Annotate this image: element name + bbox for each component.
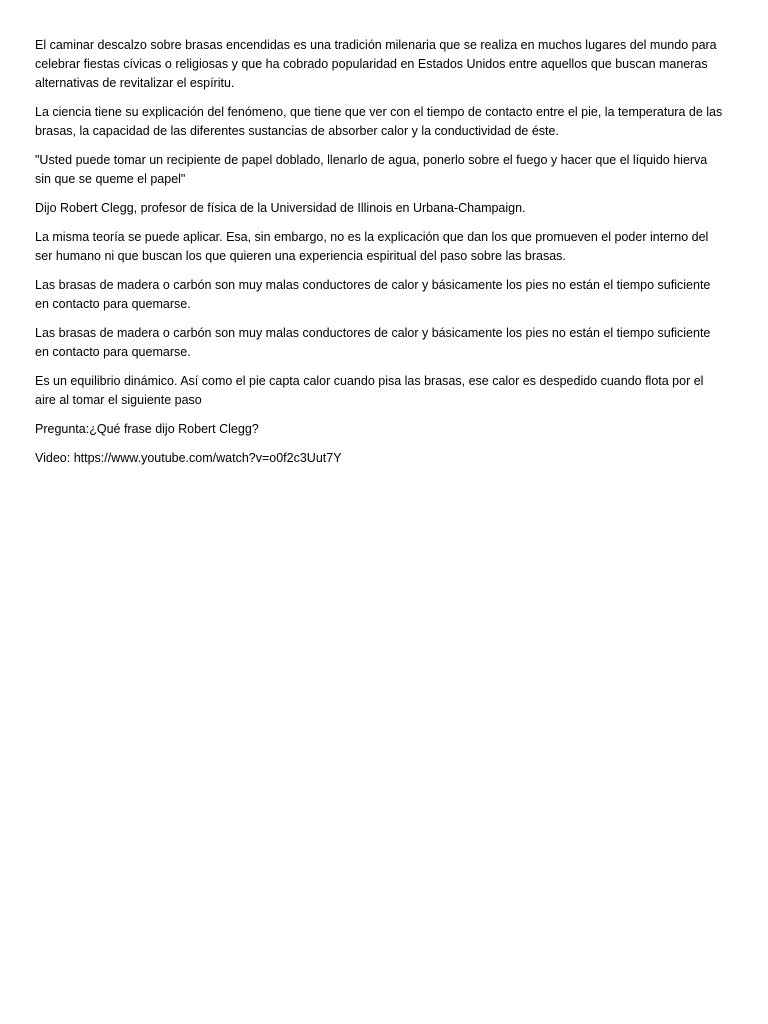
paragraph-intro: El caminar descalzo sobre brasas encendidas es una tradición milenaria que se realiza en muchos lugares del mundo para celebrar fiestas cívicas o religiosas y que ha cobrado popularidad en Estados Unidos entre aquellos que buscan maneras alternativas de revitalizar el espíritu. <box>35 38 717 90</box>
paragraph-quote: "Usted puede tomar un recipiente de papel doblado, llenarlo de agua, ponerlo sobre el fuego y hacer que el líquido hierva sin que se queme el papel" <box>35 153 708 186</box>
paragraph-science: La ciencia tiene su explicación del fenómeno, que tiene que ver con el tiempo de contacto entre el pie, la temperatura de las brasas, la capacidad de las diferentes sustancias de absorber calor y la conductividad de éste. <box>35 105 723 138</box>
paragraph-equilibrium: Es un equilibrio dinámico. Así como el pie capta calor cuando pisa las brasas, ese calor es despedido cuando flota por el aire al tomar el siguiente paso <box>35 374 704 407</box>
document-page <box>35 36 725 478</box>
paragraph-attribution: Dijo Robert Clegg, profesor de física de la Universidad de Illinois en Urbana-Champaign. <box>35 201 526 215</box>
video-link-line: Video: https://www.youtube.com/watch?v=o0f2c3Uut7Y <box>35 451 342 465</box>
paragraph-conductors: Las brasas de madera o carbón son muy malas conductores de calor y básicamente los pies no están el tiempo suficiente en contacto para quemarse. <box>35 278 711 311</box>
question-line: Pregunta:¿Qué frase dijo Robert Clegg? <box>35 422 259 436</box>
paragraph-conductors-repeat: Las brasas de madera o carbón son muy malas conductores de calor y básicamente los pies no están el tiempo suficiente en contacto para quemarse. <box>35 326 711 359</box>
paragraph-theory: La misma teoría se puede aplicar. Esa, sin embargo, no es la explicación que dan los que promueven el poder interno del ser humano ni que buscan los que quieren una experiencia espiritual del paso sobre las brasas. <box>35 230 709 263</box>
